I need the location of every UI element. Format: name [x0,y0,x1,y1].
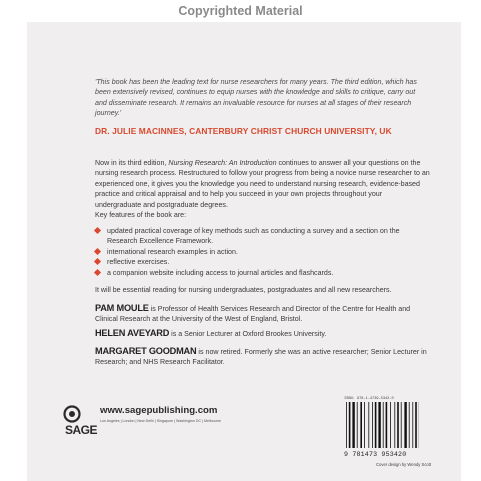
isbn-label: ISBN: 978-1-4739-5342-0 [344,397,394,401]
intro-paragraph [95,158,430,210]
author-bio [95,328,430,339]
bullet-diamond-icon [94,248,101,255]
intro-post: continues to answer all your questions on the nursing research process. Restructured to follow your progress from being a novice nurse researcher to an experienced one, it gives you the knowledge you need to understand nursing research, evidence-based practice and critical appraisal and to help you succeed in your own projects throughout your undergraduate and postgraduate degrees. [95,159,430,209]
feature-item [95,257,430,267]
logo-text: SAGE [65,423,98,437]
publisher-url: www.sagepublishing.com [100,405,218,416]
endorsement-quote: 'This book has been the leading text for nurse researchers for many years. The third edition, which has been extensively revised, continues to equip nurses with the knowledge and skills to critique, carry out and disseminate research. It remains an invaluable resource for nurses at all stages of their research journey.' [95,78,417,118]
author-bio-text: is Professor of Health Services Research and Director of the Centre for Health and Clinical Research at the University of the West of England, Bristol. [95,305,411,324]
feature-item [95,226,430,247]
feature-text: international research examples in action. [107,247,238,256]
author-bio [95,303,430,325]
feature-text: reflective exercises. [107,258,170,267]
features-heading: Key features of the book are: [95,211,187,219]
author-name: MARGARET GOODMAN [95,346,197,356]
author-bio-text: is a Senior Lecturer at Oxford Brookes University. [169,330,327,338]
book-title-italic: Nursing Research: An Introduction [168,159,277,167]
feature-text: updated practical coverage of key methods such as conducting a survey and a section on the Research Excellence Framework. [107,227,400,246]
endorsement-attribution: DR. JULIE MACINNES, CANTERBURY CHRIST CHURCH UNIVERSITY, UK [95,126,392,136]
barcode-icon [344,402,419,450]
bullet-diamond-icon [94,227,101,234]
author-name: HELEN AVEYARD [95,328,170,338]
bullet-diamond-icon [94,258,101,265]
feature-text: a companion website including access to journal articles and flashcards. [107,268,334,277]
bullet-diamond-icon [94,269,101,276]
copyright-banner: Copyrighted Material [0,0,481,22]
cover-credit: Cover design by Wendy Scott [376,462,432,467]
author-bio-text: is now retired. Formerly she was an active researcher; Senior Lecturer in Research; and NHS Research Facilitator. [95,348,427,367]
feature-item [95,268,430,278]
feature-item [95,247,430,257]
publisher-cities: Los Angeles | London | New Delhi | Singapore | Washington DC | Melbourne [100,419,222,423]
essential-reading: It will be essential reading for nursing undergraduates, postgraduates and all new researchers. [95,286,392,294]
features-list [95,226,430,278]
isbn-number: 9 781473 953420 [344,451,407,458]
author-name: PAM MOULE [95,303,149,313]
author-bio [95,346,430,368]
intro-pre: Now in its third edition, [95,159,169,167]
